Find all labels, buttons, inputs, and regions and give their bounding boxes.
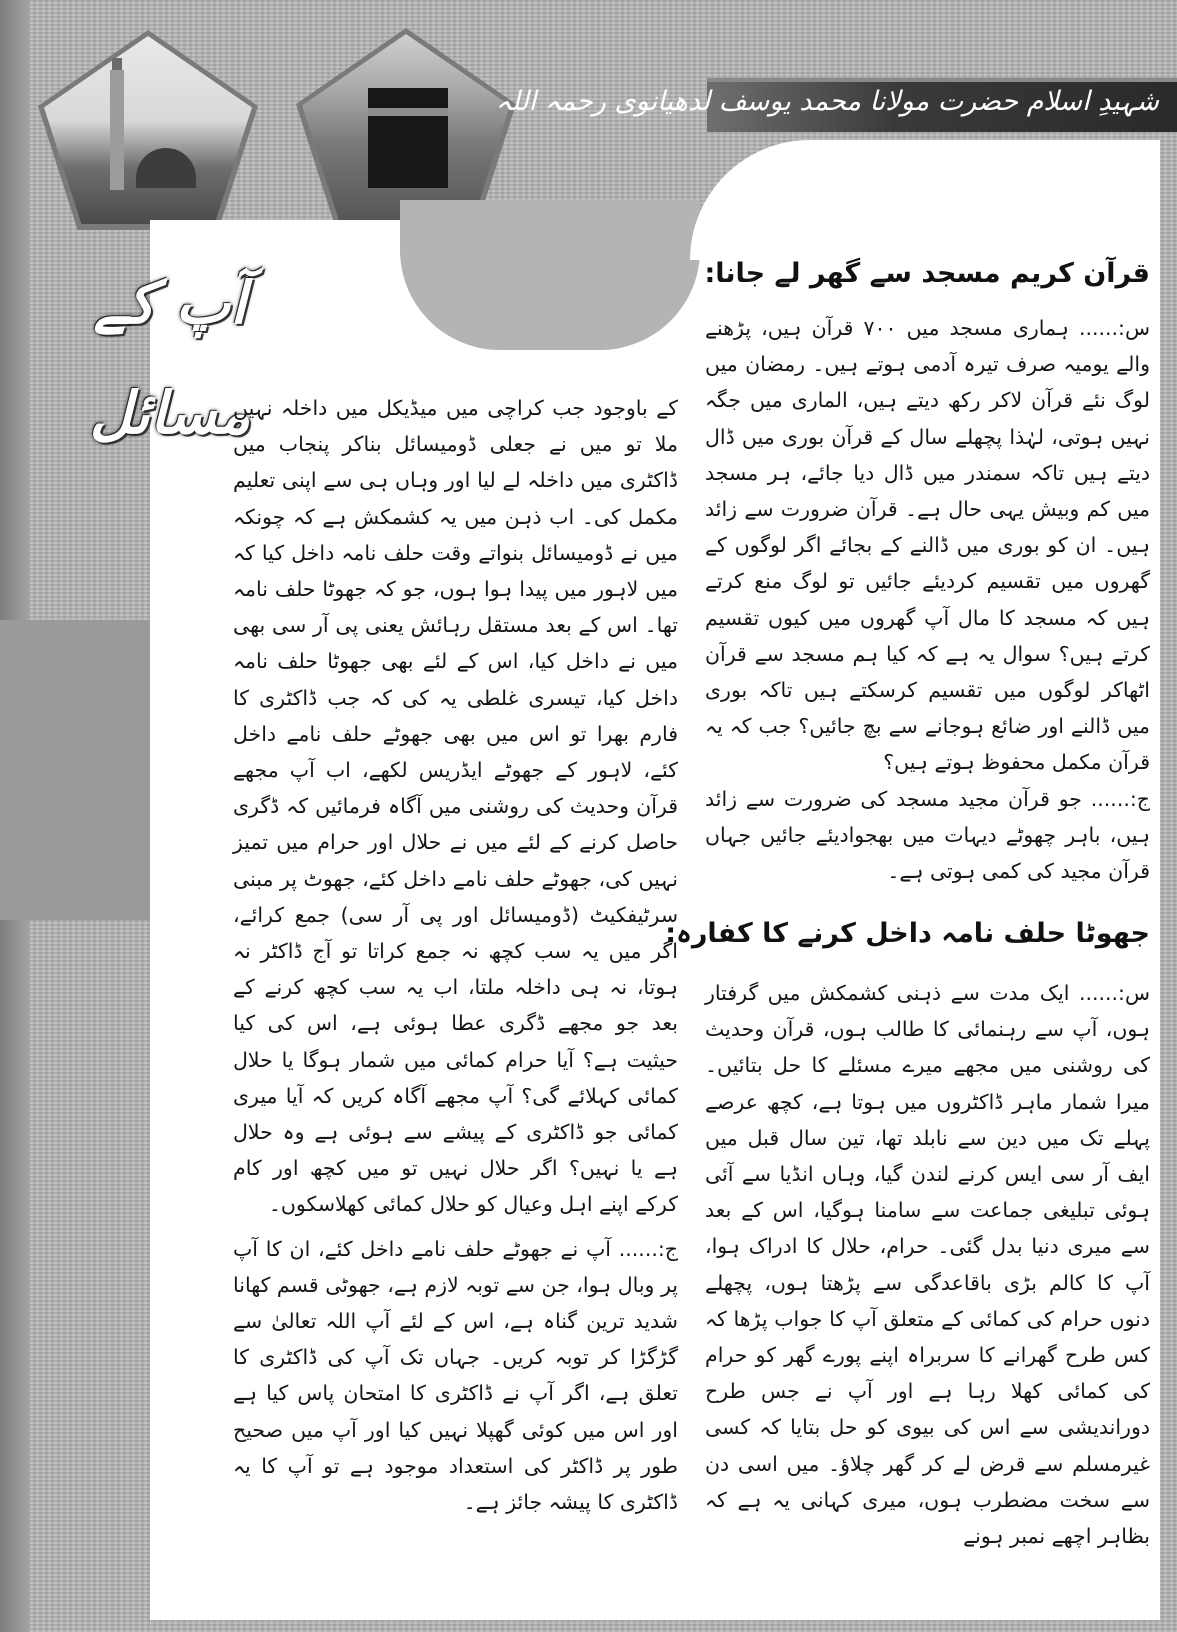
article2-question-part1: س:...... ایک مدت سے ذہنی کشمکش میں گرفتار ہوں، آپ سے رہنمائی کا طالب ہوں، قرآن وحدیث کی روشنی میں مجھے میرے مسئلے کا حل بتائیں۔ میرا شمار ماہر ڈاکٹروں میں ہوتا ہے، کچھ عرصے پہلے تک میں دین سے نابلد تھا، تین سال قبل میں ایف آر سی ایس کرنے لندن گیا، وہاں انڈیا سے آئی ہوئی تبلیغی جماعت سے سامنا ہوگیا، اس کے بعد سے میری دنیا بدل گئی۔ حرام، حلال کا ادراک ہوا، آپ کا کالم بڑی باقاعدگی سے پڑھتا ہوں، پچھلے دنوں حرام کی کمائی کے متعلق آپ کا جواب پڑھا کہ کس طرح گھرانے کا سربراہ اپنے پورے گھر کو حرام کی کمائی کھلا رہا ہے اور آپ نے جس طرح دوراندیشی سے اس کی بیوی کو حل بتایا کہ کسی غیرمسلم سے قرض لے کر گھر چلاؤ۔ میں اسی دن سے سخت مضطرب ہوں، میری کہانی یہ ہے کہ بظاہر اچھے نمبر ہونے — [705, 981, 1150, 1549]
side-tab-curve — [150, 620, 225, 920]
article2-answer: ج:...... آپ نے جھوٹے حلف نامے داخل کئے، ان کا آپ پر وبال ہوا، جن سے توبہ لازم ہے، جھوٹی قسم کھانا شدید ترین گناہ ہے، اس کے لئے آپ اللہ تعالیٰ سے گڑگڑا کر توبہ کریں۔ جہاں تک آپ کی ڈاکٹری کا تعلق ہے، اگر آپ نے ڈاکٹری کا امتحان پاس کیا ہے اور اس میں کوئی گھپلا نہیں کیا اور آپ میں صحیح طور پر ڈاکٹر کی استعداد موجود ہے تو آپ کا یہ ڈاکٹری کا پیشہ جائز ہے۔ — [233, 1236, 678, 1515]
article1-question-text: س:...... ہماری مسجد میں ۷۰۰ قرآن ہیں، پڑھنے والے یومیہ صرف تیرہ آدمی ہوتے ہیں۔ رمضان میں لوگ نئے قرآن لاکر رکھ دیتے ہیں، الماری میں جگہ نہیں ہوتی، لہٰذا پچھلے سال کے قرآن بوری میں ڈال دیتے ہیں تاکہ سمندر میں ڈال دیا جائے، ہر مسجد میں کم وبیش یہی حال ہے۔ قرآن ضرورت سے زائد ہیں۔ ان کو بوری میں ڈالنے کے بجائے اگر لوگوں کے گھروں میں تقسیم کردیئے جائیں تو لوگ منع کرتے ہیں کہ مسجد کا مال آپ گھروں میں کیوں تقسیم کرتے ہیں؟ سوال یہ ہے کہ کیا ہم مسجد سے قرآن اٹھاکر لوگوں میں تقسیم کرسکتے ہیں تاکہ بوری میں ڈالنے اور ضائع ہوجانے سے بچ جائیں؟ جب کہ یہ قرآن مکمل محفوظ ہوتے ہیں؟ — [705, 316, 1150, 775]
minaret-shape — [110, 70, 124, 190]
article2-question-part2: کے باوجود جب کراچی میں میڈیکل میں داخلہ نہیں ملا تو میں نے جعلی ڈومیسائل بناکر پنجاب میں ڈاکٹری میں داخلہ لے لیا اور وہاں ہی سے اپنی تعلیم مکمل کی۔ اب ذہن میں یہ کشمکش ہے کہ چونکہ میں نے ڈومیسائل بنواتے وقت حلف نامہ داخل کیا کہ میں لاہور میں پیدا ہوا ہوں، جو کہ جھوٹا حلف نامہ تھا۔ اس کے بعد مستقل رہائش یعنی پی آر سی بھی میں نے داخل کیا، اس کے لئے بھی جھوٹا حلف نامہ داخل کیا، تیسری غلطی یہ کی کہ جب ڈاکٹری کا فارم بھرا تو اس میں بھی جھوٹے حلف نامے داخل کئے، لاہور کے جھوٹے ایڈریس لکھے، اب آپ مجھے قرآن وحدیث کی روشنی میں آگاہ فرمائیں کہ ڈگری حاصل کرنے کے لئے میں نے حلال اور حرام میں تمیز نہیں کی، جھوٹے حلف نامے داخل کئے، جھوٹ پر مبنی سرٹیفکیٹ (ڈومیسائل اور پی آر سی) جمع کرائے، اگر میں یہ سب کچھ نہ جمع کراتا تو آج ڈاکٹر نہ ہوتا، نہ ہی داخلہ ملتا، اب یہ سب کچھ کرنے کے بعد جو مجھے ڈگری عطا ہوئی ہے، اس کی کیا حیثیت ہے؟ آیا حرام کمائی میں شمار ہوگا یا حلال کمائی کہلائے گی؟ آپ مجھے آگاہ کریں کہ آیا میری کمائی جو ڈاکٹری کے پیشے سے ہوئی ہے وہ حلال ہے یا نہیں؟ اگر حلال نہیں تو میں کچھ اور کام کرکے اپنے اہل وعیال کو حلال کمائی کھلاسکوں۔ — [233, 396, 678, 1217]
article1-question — [705, 310, 1150, 889]
author-banner — [495, 78, 1177, 132]
panel-notch — [400, 200, 700, 350]
kaaba-gold-band — [368, 108, 448, 116]
panel-top-right-curve — [690, 140, 1160, 260]
article1-heading: قرآن کریم مسجد سے گھر لے جانا: — [704, 258, 1150, 289]
article2-question-column — [705, 975, 1150, 1554]
section-logo: آپ کے مسائل — [89, 269, 251, 447]
article2-heading: جھوٹا حلف نامہ داخل کرنے کا کفارہ: — [665, 918, 1150, 949]
left-column — [233, 390, 678, 1520]
article1-answer-text: ج:...... جو قرآن مجید مسجد کی ضرورت سے زائد ہیں، باہر چھوٹے دیہات میں بھجوادیئے جائیں جہاں قرآن مجید کی کمی ہوتی ہے۔ — [705, 786, 1150, 884]
author-title: شہیدِ اسلام حضرت مولانا محمد یوسف لدھیانوی رحمہ اللہ — [495, 86, 1159, 117]
kaaba-shape — [368, 88, 448, 188]
